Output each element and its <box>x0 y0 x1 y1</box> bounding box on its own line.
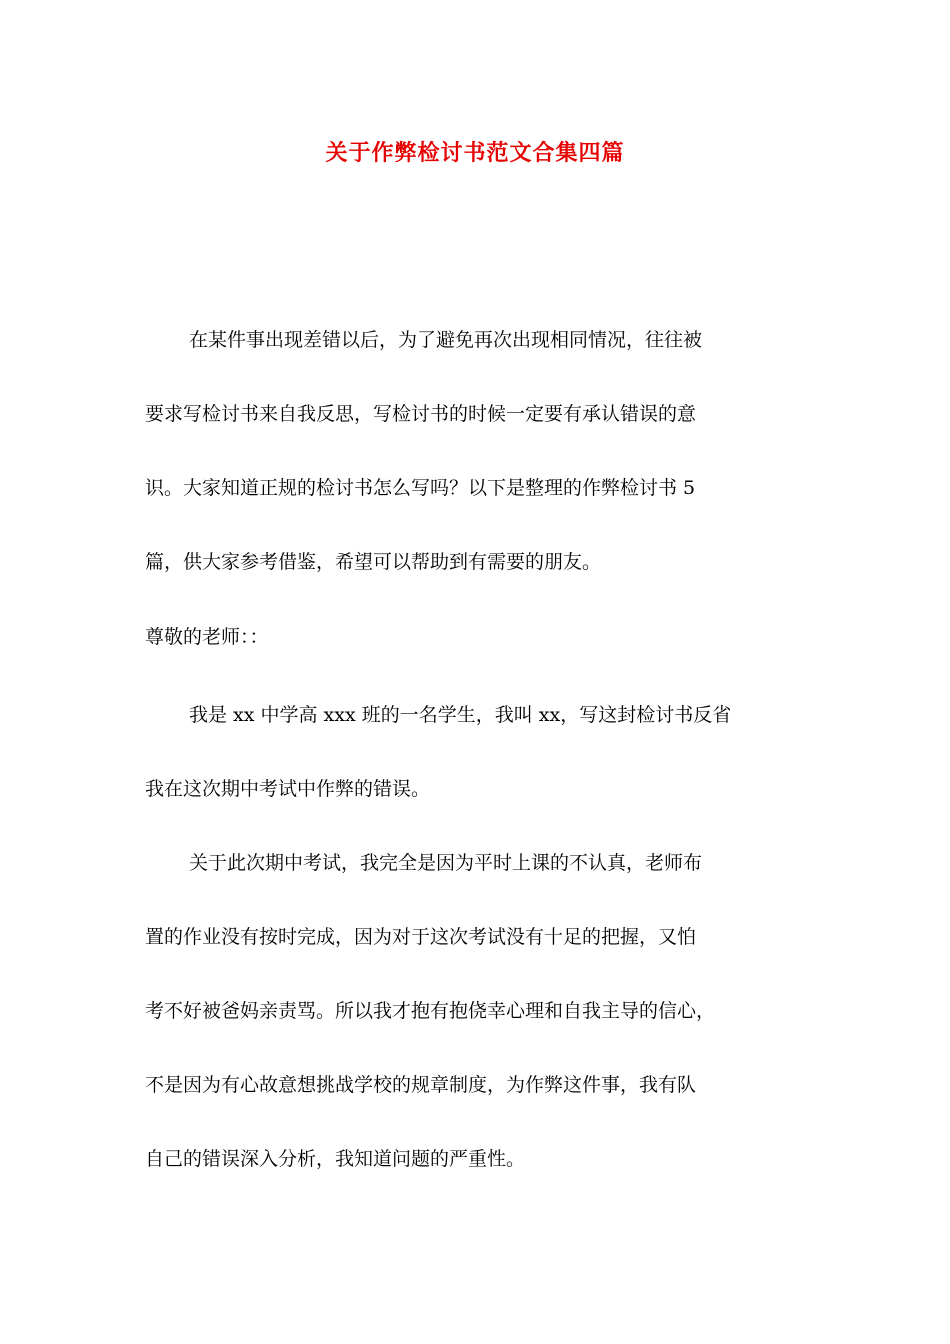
paragraph-line: 我是 xx 中学高 xxx 班的一名学生，我叫 xx，写这封检讨书反省 <box>189 704 732 726</box>
salutation <box>145 600 810 674</box>
paragraph-line: 自己的错误深入分析，我知道问题的严重性。 <box>145 1148 526 1170</box>
paragraph-line: 篇，供大家参考借鉴，希望可以帮助到有需要的朋友。 <box>145 551 602 573</box>
paragraph-line: 在某件事出现差错以后，为了避免再次出现相同情况，往往被 <box>189 329 703 351</box>
letter-paragraph-1 <box>145 678 810 826</box>
document-title: 关于作弊检讨书范文合集四篇 <box>325 140 625 166</box>
paragraph-line: 识。大家知道正规的检讨书怎么写吗？以下是整理的作弊检讨书 5 <box>145 477 696 499</box>
paragraph-line: 我在这次期中考试中作弊的错误。 <box>145 778 431 800</box>
paragraph-line: 关于此次期中考试，我完全是因为平时上课的不认真，老师布 <box>189 852 703 874</box>
paragraph-line: 考不好被爸妈亲责骂。所以我才抱有抱侥幸心理和自我主导的信心， <box>145 1000 716 1022</box>
paragraph-line: 置的作业没有按时完成，因为对于这次考试没有十足的把握，又怕 <box>145 926 697 948</box>
paragraph-line: 不是因为有心故意想挑战学校的规章制度，为作弊这件事，我有队 <box>145 1074 697 1096</box>
intro-paragraph <box>145 303 810 599</box>
letter-paragraph-2 <box>145 826 810 1196</box>
paragraph-line: 要求写检讨书来自我反思，写检讨书的时候一定要有承认错误的意 <box>145 403 697 425</box>
paragraph-line: 尊敬的老师：： <box>145 626 269 648</box>
